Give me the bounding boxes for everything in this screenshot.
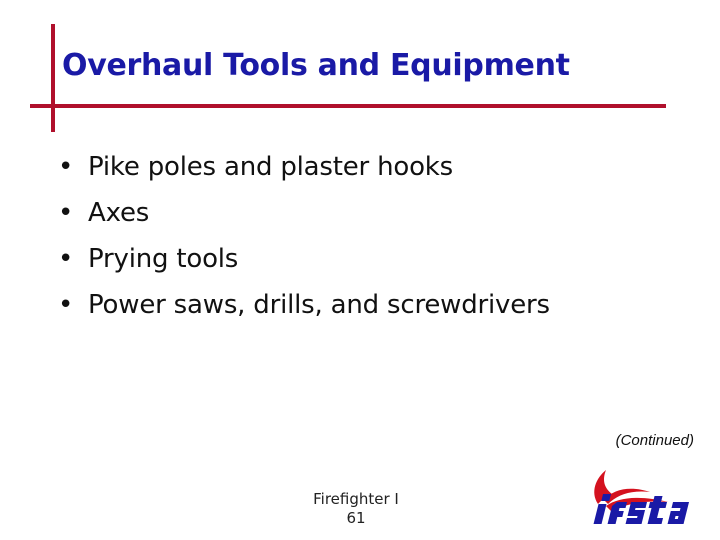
title-rule-horizontal <box>30 104 666 108</box>
bullet-text: Axes <box>88 198 150 228</box>
continued-label: (Continued) <box>615 432 694 449</box>
bullet-list <box>58 144 550 328</box>
slide-footer <box>290 490 422 528</box>
bullet-text: Prying tools <box>88 244 239 274</box>
ifsta-flame-logo-icon <box>588 451 708 530</box>
footer-course: Firefighter I <box>313 490 399 508</box>
bullet-text: Power saws, drills, and screwdrivers <box>88 290 550 320</box>
logo-text: ifsta <box>588 451 623 470</box>
bullet-item <box>58 236 550 282</box>
bullet-item <box>58 190 550 236</box>
bullet-icon: • <box>58 198 74 228</box>
bullet-icon: • <box>58 244 74 274</box>
bullet-text: Pike poles and plaster hooks <box>88 152 453 182</box>
bullet-item <box>58 282 550 328</box>
slide-title: Overhaul Tools and Equipment <box>62 48 570 83</box>
title-rule-vertical <box>51 24 55 132</box>
bullet-item <box>58 144 550 190</box>
page-number: 61 <box>346 509 366 527</box>
bullet-icon: • <box>58 290 74 320</box>
bullet-icon: • <box>58 152 74 182</box>
